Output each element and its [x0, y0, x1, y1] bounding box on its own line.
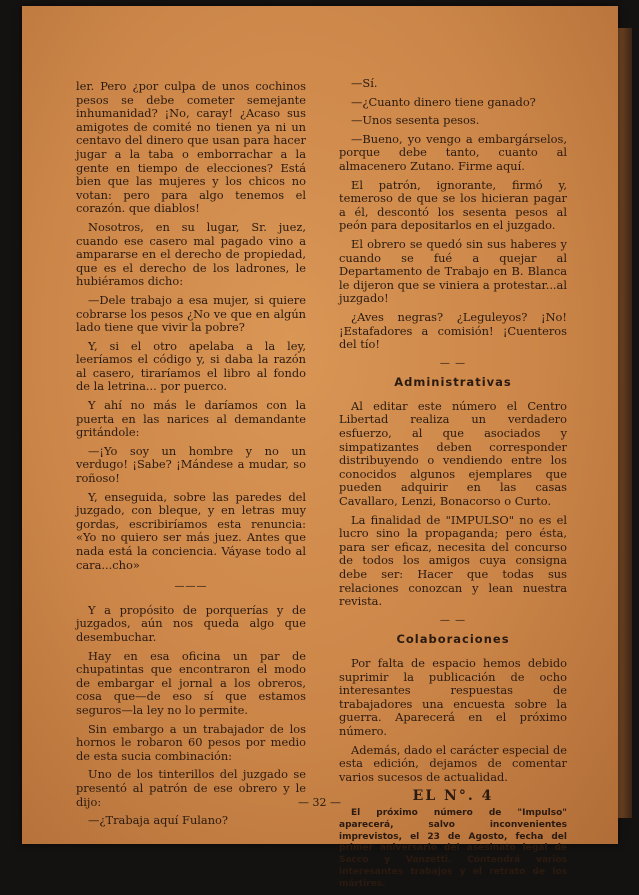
- paragraph: —Bueno, yo vengo a embargárselos, porque debe tanto, cuanto al almacenero Zutano. Firme aquí.: [339, 131, 567, 173]
- paragraph: Y a propósito de porquerías y de juzgados, aún nos queda algo que desembuchar.: [76, 602, 306, 644]
- paragraph: Además, dado el carácter especial de esta edición, dejamos de comentar varios sucesos de actualidad.: [339, 742, 567, 784]
- paragraph: Y ahí no más le daríamos con la puerta en las narices al demandante gritándole:: [76, 398, 306, 440]
- notice-body: El próximo número de "Impulso" aparecerá, salvo inconvenientes imprevistos, el 23 de Agosto, fecha del primer aniversario del asesinato legal de Sacco y Vanzetti. Contendrá varios interesantes trabajos y el retrato de los mártires.: [339, 807, 567, 889]
- section-divider: — —: [439, 614, 467, 626]
- paragraph: —¿Cuanto dinero tiene ganado?: [351, 94, 536, 109]
- paragraph: Hay en esa oficina un par de chupatintas que encontraron el modo de embargar el jornal a los obreros, cosa que—de eso sí que estamos seguros—la ley no lo permite.: [76, 648, 306, 717]
- paragraph: Uno de los tinterillos del juzgado se presentó al patrón de ese obrero y le dijo:: [76, 767, 306, 809]
- section-divider: ———: [174, 581, 208, 593]
- paragraph: ¿Aves negras? ¿Leguleyos? ¡No! ¡Estafadores a comisión! ¡Cuenteros del tío!: [339, 309, 567, 352]
- section-divider: — —: [439, 357, 467, 369]
- paragraph: Y, si el otro apelaba a la ley, leeríamos el código y, si daba la razón al casero, tiraríamos el libro al fondo de la letrina... por puerco.: [76, 338, 306, 394]
- next-page-edge: [618, 28, 632, 818]
- paragraph: —Dele trabajo a esa mujer, si quiere cobrarse los pesos ¿No ve que en algún lado tiene que vivir la pobre?: [76, 292, 306, 335]
- paragraph: La finalidad de "IMPULSO" no es el lucro sino la propaganda; pero ésta, para ser eficaz, necesita del concurso de todos los amigos cuya consigna debe ser: Hacer que todas sus relaciones conozcan y lean nuestra revista.: [339, 512, 567, 609]
- paragraph: Al editar este número el Centro Libertad realiza un verdadero esfuerzo, al que asociados y simpatizantes deben corresponder distribuyendo o vendiendo entre los conocidos algunos ejemplares que pueden adquirir en las casas Cavallaro, Lenzi, Bonacorso o Curto.: [339, 398, 567, 509]
- page-number: — 32 —: [298, 796, 341, 809]
- paragraph: ler. Pero ¿por culpa de unos cochinos pesos se debe cometer semejante inhumanidad? ¡No, caray! ¿Acaso sus amigotes de comité no tienen ya ni un centavo del dinero que usan para hacer jugar a la taba o emborrachar a la gente en tiempo de elecciones? Está bien que las mujeres y los chicos no votan: pero para algo tenemos el corazón. que diablos!: [76, 79, 306, 216]
- paragraph: —Unos sesenta pesos.: [351, 113, 480, 128]
- paragraph: El patrón, ignorante, firmó y, temeroso de que se los hicieran pagar a él, descontó los sesenta pesos al peón para depositarlos en el juzgado.: [339, 177, 567, 233]
- notice-title: EL N°. 4: [412, 788, 494, 805]
- paragraph: Sin embargo a un trabajador de los hornos le robaron 60 pesos por medio de esta sucia combinación:: [76, 721, 306, 763]
- paragraph: —¿Trabaja aquí Fulano?: [88, 813, 229, 828]
- paragraph: Nosotros, en su lugar, Sr. juez, cuando ese casero mal pagado vino a ampararse en el derecho de propiedad, que es el derecho de los ladrones, le hubiéramos dicho:: [76, 219, 306, 289]
- left-column: [76, 80, 306, 833]
- paragraph: Por falta de espacio hemos debido suprimir la publicación de ocho interesantes respuestas de trabajadores una encuesta sobre la guerra. Aparecerá en el próximo número.: [339, 655, 567, 738]
- paragraph: —Sí.: [351, 76, 378, 90]
- paragraph: —¡Yo soy un hombre y no un verdugo! ¡Sabe? ¡Mándese a mudar, so roñoso!: [76, 443, 306, 486]
- paragraph: El obrero se quedó sin sus haberes y cuando se fué a quejar al Departamento de Trabajo en B. Blanca le dijeron que se viniera a protestar...al juzgado!: [339, 236, 567, 306]
- section-heading-administrativas: Administrativas: [394, 375, 512, 390]
- section-heading-colaboraciones: Colaboraciones: [396, 632, 510, 647]
- paragraph: Y, enseguida, sobre las paredes del juzgado, con bleque, y en letras muy gordas, escribiríamos esta renuncia: «Yo no quiero ser más juez. Antes que nada está la conciencia. Váyase todo al cara...cho»: [76, 489, 306, 572]
- right-column: [339, 77, 567, 895]
